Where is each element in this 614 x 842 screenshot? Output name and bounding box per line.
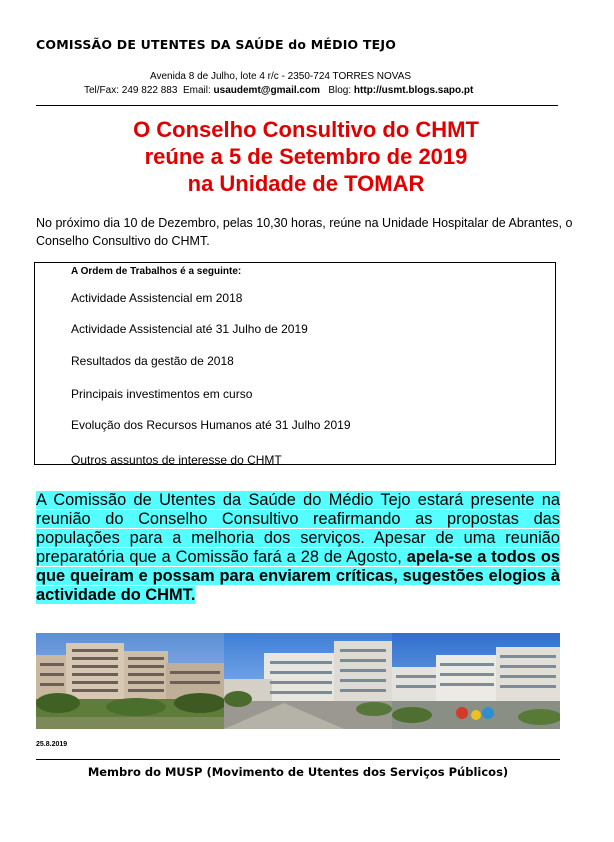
statement-paragraph xyxy=(36,491,560,605)
blog-label: Blog: xyxy=(328,85,352,96)
address-line: Avenida 8 de Julho, lote 4 r/c - 2350-724 TORRES NOVAS xyxy=(150,71,412,82)
hospital-photo-2 xyxy=(224,633,392,729)
headline-line-2: reúne a 5 de Setembro de 2019 xyxy=(144,144,468,169)
statement-text: A Comissão de Utentes da Saúde do Médio Tejo estará presente na reunião do Conselho Consultivo reafirmando as propostas das populações para a melhoria dos serviços. Apesar de uma reunião preparatória que a Comissão fará a 28 de Agosto, xyxy=(36,491,560,566)
hospital-photo-3 xyxy=(392,633,560,729)
email-address[interactable]: usaudemt@gmail.com xyxy=(213,85,320,96)
statement-call-to-action: apela-se a todos os que queiram e possam para enviarem críticas, sugestões elogios à actividade do CHMT. xyxy=(36,548,560,604)
blog-url[interactable]: http://usmt.blogs.sapo.pt xyxy=(353,85,474,96)
document-date: 25.8.2019 xyxy=(36,741,68,748)
email-label: Email: xyxy=(182,85,211,96)
agenda-item: Actividade Assistencial até 31 Julho de 2019 xyxy=(71,322,308,336)
organization-title: COMISSÃO DE UTENTES DA SAÚDE do MÉDIO TEJO xyxy=(36,37,397,52)
agenda-heading: A Ordem de Trabalhos é a seguinte: xyxy=(71,266,242,277)
hospital-photos xyxy=(36,633,560,729)
agenda-box xyxy=(34,262,556,465)
header-divider xyxy=(36,105,558,106)
phone-fax: Tel/Fax: 249 822 883 xyxy=(84,85,178,96)
headline xyxy=(36,116,576,197)
agenda-item: Actividade Assistencial em 2018 xyxy=(71,291,243,305)
agenda-item: Evolução dos Recursos Humanos até 31 Julho 2019 xyxy=(71,418,351,432)
headline-line-1: O Conselho Consultivo do CHMT xyxy=(133,117,479,142)
intro-paragraph: No próximo dia 10 de Dezembro, pelas 10,30 horas, reúne na Unidade Hospitalar de Abrantes, o Conselho Consultivo do CHMT. xyxy=(36,216,573,248)
hospital-photo-1 xyxy=(36,633,224,729)
contact-line xyxy=(84,85,473,96)
footer-divider xyxy=(36,759,560,760)
agenda-item: Resultados da gestão de 2018 xyxy=(71,354,234,368)
footer-note: Membro do MUSP (Movimento de Utentes dos Serviços Públicos) xyxy=(87,765,509,779)
agenda-item: Principais investimentos em curso xyxy=(71,387,253,401)
agenda-item: Outros assuntos de interesse do CHMT xyxy=(71,453,282,467)
headline-line-3: na Unidade de TOMAR xyxy=(187,171,425,196)
